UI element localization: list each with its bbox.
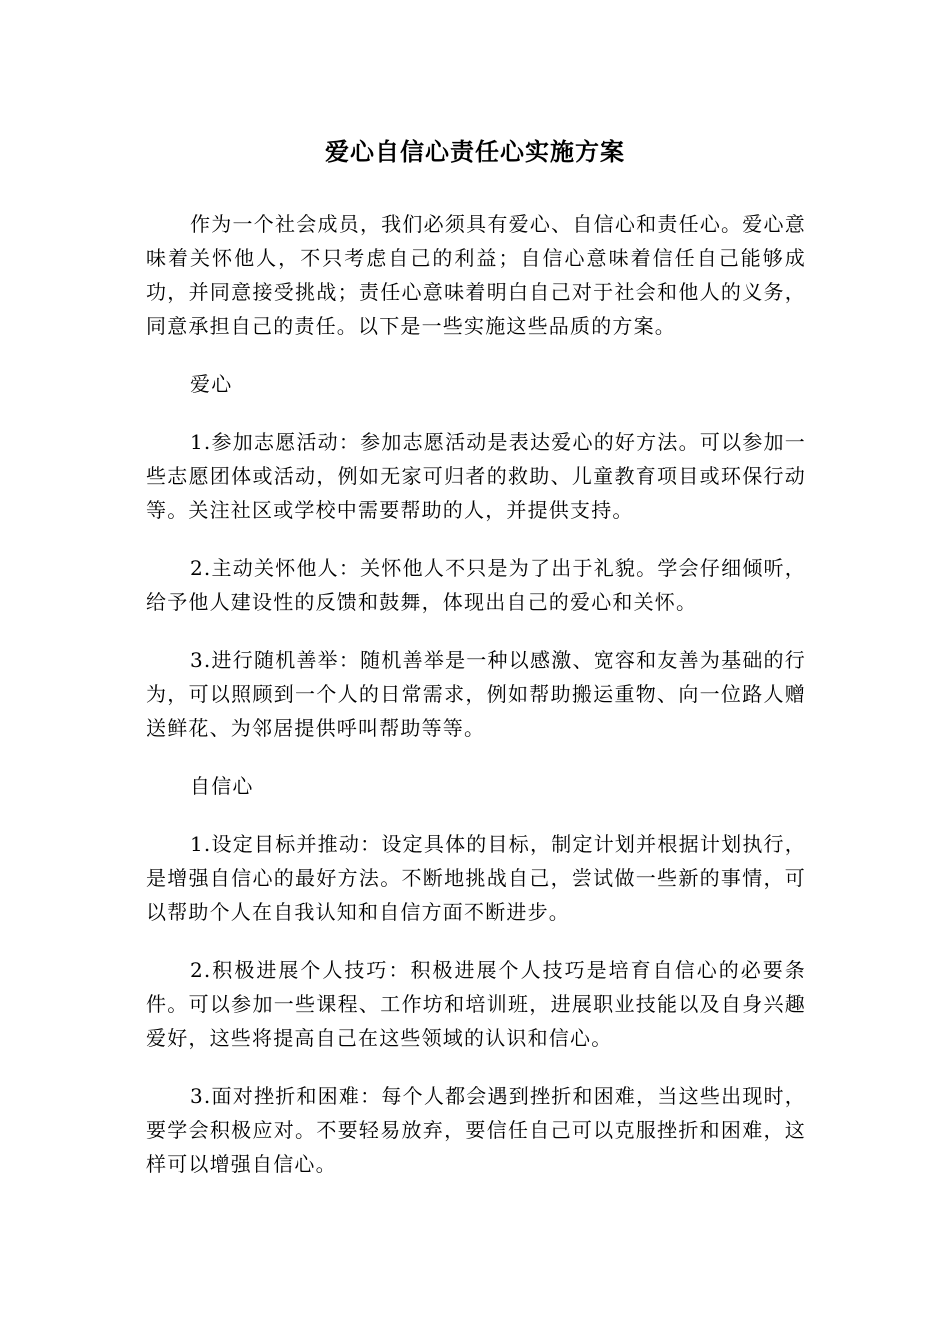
confidence-item-3: 3.面对挫折和困难：每个人都会遇到挫折和困难，当这些出现时，要学会积极应对。不要轻易放弃，要信任自己可以克服挫折和困难，这样可以增强自信心。 — [146, 1084, 806, 1176]
love-item-3: 3.进行随机善举：随机善举是一种以感激、宽容和友善为基础的行为，可以照顾到一个人的日常需求，例如帮助搬运重物、向一位路人赠送鲜花、为邻居提供呼叫帮助等等。 — [146, 648, 806, 740]
document-body — [146, 207, 806, 1205]
confidence-item-1: 1.设定目标并推动：设定具体的目标，制定计划并根据计划执行，是增强自信心的最好方法。不断地挑战自己，尝试做一些新的事情，可以帮助个人在自我认知和自信方面不断进步。 — [146, 832, 806, 924]
love-item-1: 1.参加志愿活动：参加志愿活动是表达爱心的好方法。可以参加一些志愿团体或活动，例如无家可归者的救助、儿童教育项目或环保行动等。关注社区或学校中需要帮助的人，并提供支持。 — [146, 430, 806, 522]
section-heading-confidence: 自信心 — [190, 774, 254, 798]
love-item-2: 2.主动关怀他人：关怀他人不只是为了出于礼貌。学会仔细倾听，给予他人建设性的反馈和鼓舞，体现出自己的爱心和关怀。 — [146, 556, 806, 614]
intro-paragraph: 作为一个社会成员，我们必须具有爱心、自信心和责任心。爱心意味着关怀他人，不只考虑自己的利益；自信心意味着信任自己能够成功，并同意接受挑战；责任心意味着明白自己对于社会和他人的义务，同意承担自己的责任。以下是一些实施这些品质的方案。 — [146, 212, 806, 338]
confidence-item-2: 2.积极进展个人技巧：积极进展个人技巧是培育自信心的必要条件。可以参加一些课程、工作坊和培训班，进展职业技能以及自身兴趣爱好，这些将提高自己在这些领域的认识和信心。 — [146, 958, 806, 1050]
section-heading-love: 爱心 — [190, 372, 233, 396]
document-title: 爱心自信心责任心实施方案 — [325, 138, 625, 166]
